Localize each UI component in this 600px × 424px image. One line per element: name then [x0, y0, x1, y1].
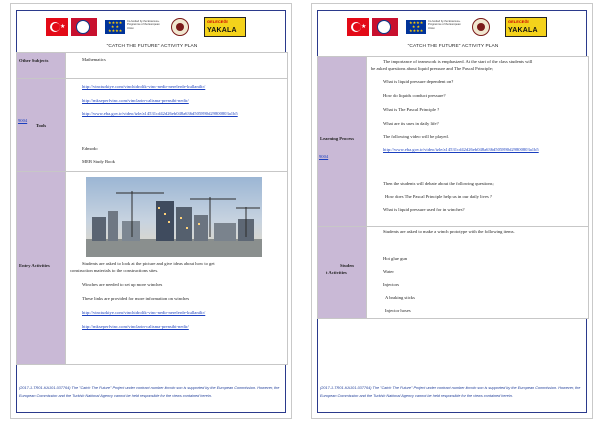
project-logo-icon: GELECEĞİ YAKALA: [505, 17, 547, 37]
activity-plan-table: [16, 52, 288, 365]
entry-activities-label: Entry Activities: [19, 263, 50, 268]
eu-cofunded-text: Co-funded by the Erasmus+ Programme of the European Union: [428, 20, 461, 30]
video-link-tail[interactable]: 9004: [319, 154, 329, 159]
footer-disclaimer: (2017-1-TR01-KA101-037764) The "Catch The Future" Project under contract number lincoln son is supported by the European Commission. However, the European Commission and the Turkish National Agency cannot be held responsible for the views contained herein.: [19, 386, 280, 398]
discussion-intro: Then the students will debate about the following questions;: [383, 181, 494, 186]
logo-strip: [312, 16, 593, 40]
tool-link[interactable]: http://www.eba.gov.tr/video/izle/a14531cd42d26eb048a636d505890d29800803a1b5: [82, 111, 238, 116]
material-item: A braking sticks: [385, 295, 415, 300]
table-row: [17, 172, 288, 365]
table-row: [318, 57, 589, 227]
learning-intro: be asked questions about liquid pressure and The Pascal Principle;: [371, 66, 494, 71]
document-page-right: [311, 3, 593, 419]
document-title: "CATCH THE FUTURE" ACTIVITY PLAN: [407, 44, 499, 49]
entry-text: These links are provided for more information on winches: [82, 296, 190, 301]
turkish-flag-icon: ★: [347, 18, 369, 36]
row-label-cell: [17, 79, 66, 172]
material-item: Injector hoses: [385, 308, 411, 313]
eu-flag-icon: ★★★★ ★ ★ ★★★★: [406, 20, 426, 34]
question-item: What are its uses in daily life?: [383, 121, 439, 126]
discussion-item: How does The Pascal Principle help us in our daily lives ?: [385, 194, 492, 199]
tool-link[interactable]: http://vincturkiye.com/vinchidrolik-vinc-nedir-nerelerde-kullanilir/: [82, 84, 206, 89]
tool-item: Edmodo: [82, 146, 98, 151]
school-seal-icon: [171, 18, 189, 36]
student-intro: Students are asked to make a winch prototype with the following items.: [383, 229, 515, 234]
eu-flag-icon: ★★★★ ★ ★ ★★★★: [105, 20, 125, 34]
table-row: [17, 79, 288, 172]
material-item: Hot glue gun: [383, 256, 407, 261]
learning-process-label: Learning Process: [320, 136, 354, 141]
national-agency-logo-icon: [372, 18, 398, 36]
row-label-cell: [17, 172, 66, 365]
document-title: "CATCH THE FUTURE" ACTIVITY PLAN: [106, 44, 198, 49]
row-label-cell: [318, 57, 367, 227]
entry-text: Students are asked to look at the picture and give ideas about how to get: [82, 261, 215, 266]
logo-strip: [11, 16, 292, 40]
row-content-cell: [367, 227, 589, 319]
material-item: Injectors: [383, 282, 400, 287]
subject-value: Mathematics: [82, 57, 106, 62]
question-item: The following video will be played.: [383, 134, 449, 139]
entry-link[interactable]: http://mkseperfvinc.com/vinclarin-calisma-prensibi-nedir/: [82, 324, 189, 329]
tool-item: MEB Study Book: [82, 159, 115, 164]
row-content-cell: [66, 53, 288, 79]
footer-disclaimer: (2017-1-TR01-KA101-037764) The "Catch The Future" Project under contract number lincoln son is supported by the European Commission. However, the European Commission and the Turkish National Agency cannot be held responsible for the views contained herein.: [320, 386, 581, 398]
eu-cofunded-text: Co-funded by the Erasmus+ Programme of the European Union: [127, 20, 160, 30]
table-row: [318, 227, 589, 319]
tools-label: Tools: [35, 123, 47, 128]
row-label-cell: [17, 53, 66, 79]
entry-link[interactable]: http://vincturkiye.com/vinchidrolik-vinc-nedir-nerelerde-kullanilir/: [82, 310, 206, 315]
entry-text: construction materials to the constructions sites.: [70, 268, 159, 273]
table-row: [17, 53, 288, 79]
city-skyline-illustration: [86, 177, 262, 257]
project-logo-icon: GELECEĞİ YAKALA: [204, 17, 246, 37]
student-activities-label: t Activities: [326, 270, 347, 275]
construction-site-photo: [86, 177, 262, 257]
discussion-item: What is liquid pressure used for in winches?: [383, 207, 465, 212]
material-item: Water: [383, 269, 394, 274]
entry-text: Winches are needed to set up more winches: [82, 282, 163, 287]
question-item: What is The Pascal Principle ?: [383, 107, 440, 112]
turkish-flag-icon: ★: [46, 18, 68, 36]
other-subjects-label: Other Subjects: [19, 58, 49, 63]
national-agency-logo-icon: [71, 18, 97, 36]
learning-intro: The importance of teamwork is emphasized. At the start of the class students will: [383, 59, 533, 64]
activity-plan-table: [317, 56, 589, 319]
tool-link[interactable]: http://mkseperfvinc.com/vinclarin-calisma-prensibi-nedir/: [82, 98, 189, 103]
video-link[interactable]: http://www.eba.gov.tr/video/izle/a14531cd42d26eb048a636d505890d29800803a1b5: [383, 147, 539, 152]
question-item: What is liquid pressure dependent on?: [383, 79, 454, 84]
school-seal-icon: [472, 18, 490, 36]
document-page-left: [10, 3, 292, 419]
student-activities-label: Studen: [340, 263, 354, 268]
tool-link-tail[interactable]: 9004: [18, 118, 28, 123]
row-label-cell: [318, 227, 367, 319]
question-item: How do liquids conduct pressure?: [383, 93, 446, 98]
row-content-cell: [66, 172, 288, 365]
